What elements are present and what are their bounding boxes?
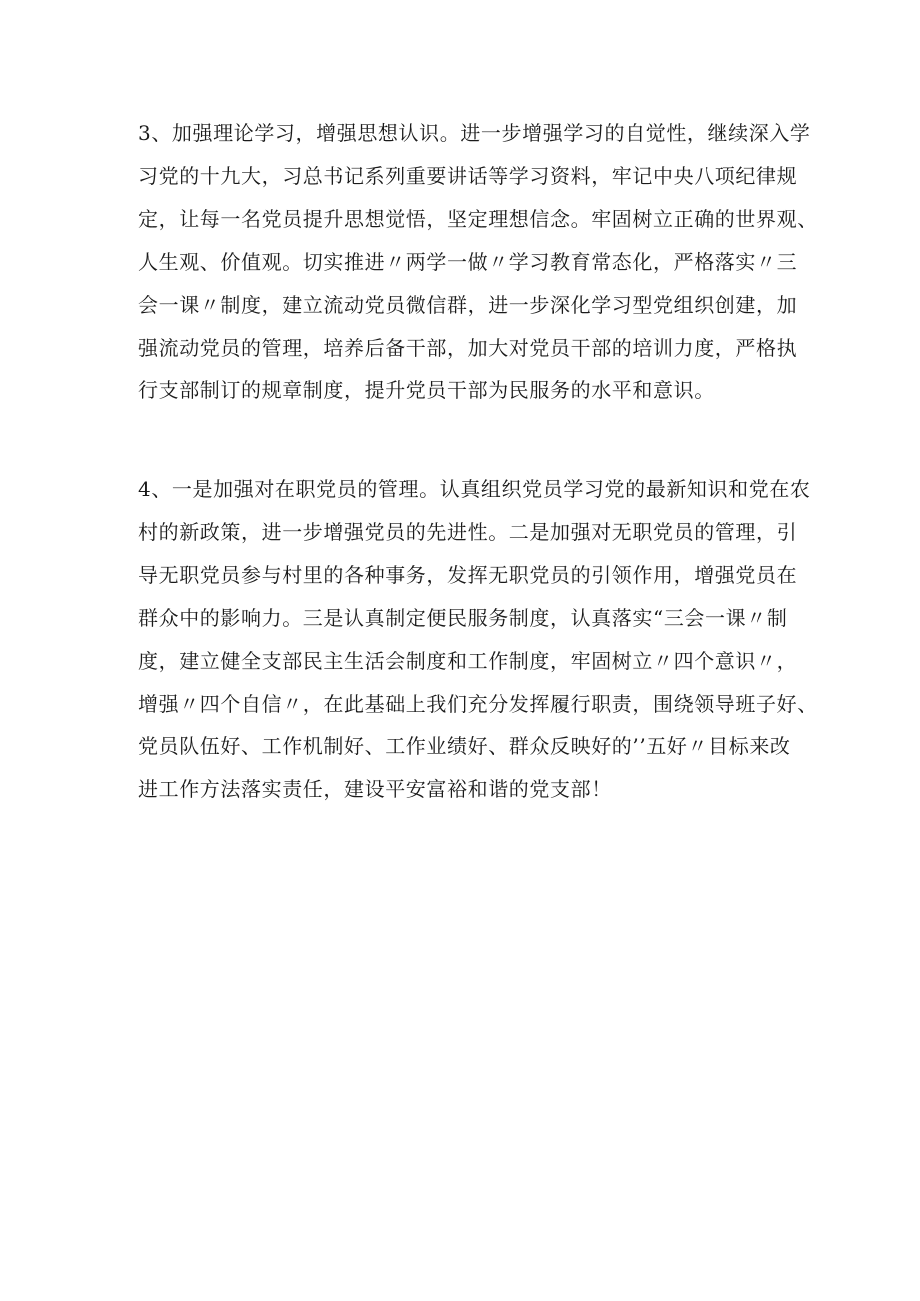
text-line: 导无职党员参与村里的各种事务，发挥无职党员的引领作用，增强党员在 xyxy=(138,562,798,587)
text-line: 党员队伍好、工作机制好、工作业绩好、群众反映好的’’五好〃目标来改 xyxy=(138,734,791,759)
text-line: 行支部制订的规章制度，提升党员干部为民服务的水平和意识。 xyxy=(138,378,715,403)
text-line: 4、一是加强对在职党员的管理。认真组织党员学习党的最新知识和党在农 xyxy=(138,477,811,501)
text-line: 度，建立健全支部民主生活会制度和工作制度，牢固树立〃四个意识〃， xyxy=(138,648,798,673)
text-line: 村的新政策，进一步增强党员的先进性。二是加强对无职党员的管理，引 xyxy=(138,519,798,544)
text-line: 增强〃四个自信〃，在此基础上我们充分发挥履行职责，围绕领导班子好、 xyxy=(138,691,818,716)
text-line: 会一课〃制度，建立流动党员微信群，进一步深化学习型党组织创建，加 xyxy=(138,292,798,317)
text-line: 人生观、价值观。切实推进〃两学一做〃学习教育常态化，严格落实〃三 xyxy=(138,249,798,274)
text-line: 群众中的影响力。三是认真制定便民服务制度，认真落实“三会一课〃制 xyxy=(138,605,788,630)
text-line: 习党的十九大，习总书记系列重要讲话等学习资料，牢记中央八项纪律规 xyxy=(138,163,798,188)
paragraph-3 xyxy=(138,112,818,412)
text-line: 强流动党员的管理，培养后备干部，加大对党员干部的培训力度，严格执 xyxy=(138,335,798,360)
paragraph-4 xyxy=(138,468,818,811)
text-line: 定，让每一名党员提升思想觉悟，坚定理想信念。牢固树立正确的世界观、 xyxy=(138,206,818,231)
text-line: 进工作方法落实责任，建设平安富裕和谐的党支部！ xyxy=(138,777,612,802)
text-line: 3、加强理论学习，增强思想认识。进一步增强学习的自觉性，继续深入学 xyxy=(138,121,811,145)
